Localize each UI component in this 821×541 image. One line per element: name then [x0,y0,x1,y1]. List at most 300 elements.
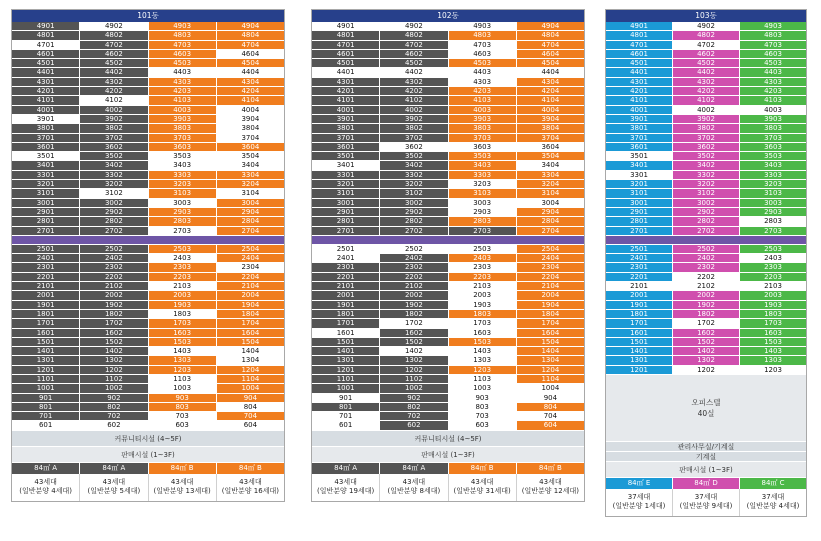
unit-cell: 2403 [449,254,517,262]
unit-cell: 3004 [217,199,284,207]
unit-cell: 1403 [449,347,517,355]
unit-cell: 1501 [606,338,673,346]
building-title: 103동 [606,10,806,22]
unit-cell: 2004 [217,291,284,299]
unit-cell: 1103 [449,375,517,383]
unit-cell: 4801 [12,31,80,39]
unit-cell: 3602 [673,143,740,151]
unit-cell: 4601 [606,50,673,58]
floor-row [12,68,284,77]
unit-cell: 2501 [12,245,80,253]
unit-type-row [12,463,284,474]
unit-cell: 3203 [149,180,217,188]
unit-cell: 4403 [149,68,217,76]
unit-cell: 3203 [740,180,806,188]
unit-cell: 3003 [740,199,806,207]
unit-cell: 3801 [12,124,80,132]
unit-cell: 1903 [449,301,517,309]
unit-cell: 2202 [80,273,148,281]
unit-cell: 2704 [517,227,584,235]
household-count [449,474,517,501]
floor-row [606,329,806,338]
unit-cell: 1603 [149,329,217,337]
unit-cell: 3601 [606,143,673,151]
unit-cell: 1002 [380,384,448,392]
unit-cell: 2401 [606,254,673,262]
unit-cell: 4404 [517,68,584,76]
floor-row [312,403,584,412]
unit-cell: 4001 [12,106,80,114]
unit-cell: 3801 [606,124,673,132]
unit-cell: 1304 [517,356,584,364]
unit-cell: 2304 [217,263,284,271]
floor-row [12,199,284,208]
unit-cell: 3202 [380,180,448,188]
unit-cell: 4703 [740,41,806,49]
unit-cell: 1001 [12,384,80,392]
floor-row [12,310,284,319]
unit-cell: 2203 [149,273,217,281]
floor-row [312,356,584,365]
unit-cell: 4804 [517,31,584,39]
unit-cell: 4504 [217,59,284,67]
unit-cell: 1503 [449,338,517,346]
unit-cell: 3603 [449,143,517,151]
unit-cell: 602 [80,421,148,429]
unit-cell: 1904 [217,301,284,309]
unit-cell: 901 [312,394,380,402]
unit-cell: 2801 [606,217,673,225]
unit-cell: 4801 [312,31,380,39]
unit-cell: 3402 [380,161,448,169]
unit-cell: 4103 [449,96,517,104]
floor-row [606,171,806,180]
unit-cell: 2103 [149,282,217,290]
unit-cell: 3901 [606,115,673,123]
unit-cell: 2801 [312,217,380,225]
unit-cell: 3103 [449,189,517,197]
unit-cell: 1901 [312,301,380,309]
unit-cell: 1201 [606,366,673,374]
household-count-line: 37세대 [694,492,718,501]
unit-cell: 1503 [149,338,217,346]
unit-cell: 3302 [673,171,740,179]
unit-cell: 2503 [740,245,806,253]
unit-cell: 3101 [12,189,80,197]
floor-row [312,273,584,282]
unit-cell: 1004 [217,384,284,392]
unit-cell: 3202 [673,180,740,188]
unit-cell: 4702 [380,41,448,49]
unit-cell: 1701 [12,319,80,327]
unit-cell: 3904 [517,115,584,123]
unit-cell: 4303 [740,78,806,86]
unit-cell: 4901 [312,22,380,30]
unit-cell: 2803 [740,217,806,225]
unit-cell: 703 [449,412,517,420]
unit-cell: 3104 [517,189,584,197]
unit-cell: 1702 [80,319,148,327]
unit-cell: 2501 [312,245,380,253]
unit-type-label: 84㎡ A [80,463,148,474]
unit-cell: 3003 [149,199,217,207]
unit-cell: 1802 [80,310,148,318]
floor-row [12,338,284,347]
floor-row [12,180,284,189]
unit-cell: 2302 [673,263,740,271]
unit-cell: 3903 [740,115,806,123]
unit-cell: 2201 [12,273,80,281]
unit-cell: 2502 [673,245,740,253]
household-count [217,474,284,501]
unit-cell: 4001 [312,106,380,114]
unit-cell: 3102 [673,189,740,197]
unit-cell: 4502 [80,59,148,67]
unit-type-label: 84㎡ B [449,463,517,474]
unit-cell: 2002 [80,291,148,299]
unit-cell: 2402 [80,254,148,262]
floor-row [12,59,284,68]
floor-row [606,356,806,365]
unit-cell: 2003 [740,291,806,299]
floor-row [312,421,584,430]
unit-cell: 802 [80,403,148,411]
floor-row [12,31,284,40]
unit-cell: 4303 [449,78,517,86]
unit-cell: 4601 [12,50,80,58]
unit-cell: 4002 [80,106,148,114]
unit-cell: 1602 [380,329,448,337]
floor-row [606,68,806,77]
household-count-line: 43세대 [470,477,494,486]
unit-cell: 1803 [740,310,806,318]
unit-cell: 1301 [12,356,80,364]
facility-label: 기계실 [606,452,806,462]
unit-cell: 3301 [12,171,80,179]
unit-cell: 1901 [606,301,673,309]
floor-row [312,96,584,105]
floor-row [12,347,284,356]
unit-cell: 902 [80,394,148,402]
floor-row [312,245,584,254]
household-count [80,474,148,501]
unit-cell: 2802 [673,217,740,225]
floor-row [312,161,584,170]
unit-cell: 1204 [517,366,584,374]
unit-cell: 1102 [80,375,148,383]
unit-cell: 1601 [606,329,673,337]
unit-cell: 4104 [217,96,284,104]
floor-row [312,50,584,59]
unit-cell: 4802 [673,31,740,39]
household-count-line: (일반분양 4세대) [19,486,72,495]
floor-row [312,301,584,310]
unit-cell: 2401 [12,254,80,262]
household-count-line: 43세대 [102,477,126,486]
unit-cell: 4803 [149,31,217,39]
unit-cell: 1902 [673,301,740,309]
unit-cell: 4901 [12,22,80,30]
unit-cell: 4203 [740,87,806,95]
unit-cell: 1902 [380,301,448,309]
floor-row [606,124,806,133]
unit-cell: 903 [449,394,517,402]
unit-cell: 1904 [517,301,584,309]
unit-cell: 1002 [80,384,148,392]
floor-row [312,115,584,124]
unit-cell: 704 [517,412,584,420]
floor-row [12,50,284,59]
unit-cell: 3202 [80,180,148,188]
floor-row [312,134,584,143]
unit-cell: 3503 [149,152,217,160]
floor-divider [606,236,806,245]
unit-cell: 1503 [740,338,806,346]
unit-cell: 3201 [606,180,673,188]
household-count [740,489,806,516]
unit-cell: 3503 [449,152,517,160]
unit-cell: 3901 [312,115,380,123]
unit-cell: 3704 [517,134,584,142]
unit-cell: 4201 [606,87,673,95]
unit-cell: 2504 [517,245,584,253]
unit-cell: 4403 [449,68,517,76]
unit-cell: 3203 [449,180,517,188]
unit-cell: 902 [380,394,448,402]
unit-cell: 1302 [673,356,740,364]
unit-cell: 2003 [149,291,217,299]
unit-cell: 4204 [217,87,284,95]
floor-row [312,347,584,356]
household-count-line: (일반분양 5세대) [87,486,141,495]
household-count-row [12,474,284,501]
unit-cell: 2001 [606,291,673,299]
unit-cell: 2902 [380,208,448,216]
unit-cell: 4102 [380,96,448,104]
unit-cell: 2001 [312,291,380,299]
household-count-line: (일반분양 1세대) [612,501,666,510]
floor-row [312,384,584,393]
unit-cell: 4304 [517,78,584,86]
floor-row [312,152,584,161]
floor-row [606,41,806,50]
unit-cell: 1603 [449,329,517,337]
unit-cell: 4303 [149,78,217,86]
unit-cell: 3302 [380,171,448,179]
unit-cell: 4804 [217,31,284,39]
floor-row [12,291,284,300]
unit-cell: 601 [312,421,380,429]
facility-label: 커뮤니티시설 (4~5F) [312,431,584,447]
unit-cell: 2503 [149,245,217,253]
floor-row [312,180,584,189]
unit-cell: 3001 [606,199,673,207]
unit-cell: 4802 [80,31,148,39]
unit-cell: 4003 [740,106,806,114]
floor-row [12,384,284,393]
unit-type-label: 84㎡ A [12,463,80,474]
unit-cell: 1903 [149,301,217,309]
unit-cell: 2803 [449,217,517,225]
unit-cell: 1802 [673,310,740,318]
unit-cell: 3803 [740,124,806,132]
facility-label: 판매시설 (1~3F) [12,447,284,463]
floor-row [606,273,806,282]
floor-row [606,254,806,263]
unit-cell: 2502 [380,245,448,253]
unit-cell: 1303 [449,356,517,364]
unit-cell: 4403 [740,68,806,76]
floor-row [606,143,806,152]
unit-cell: 4702 [80,41,148,49]
unit-cell: 904 [217,394,284,402]
floor-row [606,189,806,198]
unit-cell: 903 [149,394,217,402]
unit-cell: 3401 [606,161,673,169]
floor-row [606,87,806,96]
unit-type-label: 84㎡ B [217,463,284,474]
unit-cell: 4602 [673,50,740,58]
household-count-line: 43세대 [34,477,57,486]
unit-cell: 3403 [740,161,806,169]
unit-cell: 4504 [517,59,584,67]
unit-cell: 3602 [380,143,448,151]
unit-cell: 603 [149,421,217,429]
unit-cell: 4603 [449,50,517,58]
unit-cell: 3501 [606,152,673,160]
floor-row [12,329,284,338]
unit-cell: 2204 [217,273,284,281]
floor-row [312,338,584,347]
floor-row [312,68,584,77]
unit-cell: 804 [517,403,584,411]
unit-cell: 1403 [149,347,217,355]
unit-cell: 3401 [12,161,80,169]
unit-cell: 3402 [80,161,148,169]
unit-cell: 3601 [312,143,380,151]
unit-cell: 4301 [312,78,380,86]
household-count-line: 43세대 [539,477,562,486]
building-101 [11,9,285,502]
unit-cell: 2702 [673,227,740,235]
floor-row [12,421,284,430]
unit-cell: 3802 [80,124,148,132]
unit-cell: 2201 [606,273,673,281]
unit-cell: 4603 [740,50,806,58]
unit-cell: 2203 [740,273,806,281]
unit-cell: 2102 [80,282,148,290]
unit-cell: 3103 [740,189,806,197]
unit-cell: 4901 [606,22,673,30]
unit-cell: 1204 [217,366,284,374]
unit-cell: 4501 [12,59,80,67]
floor-row [12,227,284,236]
unit-cell: 1401 [312,347,380,355]
unit-cell: 2803 [149,217,217,225]
unit-cell: 1004 [517,384,584,392]
unit-cell: 4803 [449,31,517,39]
unit-cell: 3904 [217,115,284,123]
floor-row [12,171,284,180]
unit-cell: 1604 [517,329,584,337]
unit-cell: 4304 [217,78,284,86]
unit-cell: 2101 [312,282,380,290]
unit-cell: 2403 [740,254,806,262]
floor-row [606,319,806,328]
household-count-row [606,489,806,516]
unit-cell: 3204 [217,180,284,188]
unit-cell: 3301 [606,171,673,179]
unit-cell: 2101 [606,282,673,290]
unit-cell: 4702 [673,41,740,49]
unit-cell: 4503 [740,59,806,67]
unit-cell: 2404 [217,254,284,262]
unit-cell: 1504 [217,338,284,346]
unit-cell: 3304 [217,171,284,179]
floor-row [12,245,284,254]
unit-cell: 701 [12,412,80,420]
unit-cell: 2103 [449,282,517,290]
unit-cell: 2903 [740,208,806,216]
unit-cell: 1801 [606,310,673,318]
unit-cell: 2203 [449,273,517,281]
floor-row [12,78,284,87]
unit-cell: 4402 [80,68,148,76]
unit-cell: 1101 [12,375,80,383]
unit-cell: 1003 [149,384,217,392]
unit-cell: 3303 [449,171,517,179]
unit-cell: 2802 [380,217,448,225]
unit-cell: 3704 [217,134,284,142]
unit-cell: 1702 [380,319,448,327]
unit-cell: 2503 [449,245,517,253]
household-count [606,489,673,516]
unit-cell: 4201 [312,87,380,95]
unit-cell: 3803 [449,124,517,132]
floor-row [312,41,584,50]
unit-cell: 1802 [380,310,448,318]
floor-row [606,263,806,272]
unit-cell: 2002 [673,291,740,299]
unit-type-row [312,463,584,474]
unit-cell: 2004 [517,291,584,299]
unit-cell: 4201 [12,87,80,95]
unit-cell: 1501 [12,338,80,346]
unit-cell: 1903 [740,301,806,309]
unit-cell: 1202 [80,366,148,374]
unit-cell: 2804 [517,217,584,225]
unit-cell: 702 [80,412,148,420]
household-count-line: 37세대 [627,492,651,501]
unit-cell: 1202 [380,366,448,374]
floor-row [606,22,806,31]
unit-cell: 2303 [149,263,217,271]
unit-cell: 4101 [12,96,80,104]
unit-cell: 4401 [606,68,673,76]
unit-cell: 3002 [80,199,148,207]
unit-cell: 3502 [380,152,448,160]
household-count-line: (일반분양 31세대) [453,486,511,495]
floor-row [312,291,584,300]
floor-row [606,282,806,291]
unit-type-label: 84㎡ B [149,463,217,474]
unit-cell: 4903 [149,22,217,30]
unit-cell: 2702 [380,227,448,235]
unit-cell: 4604 [217,50,284,58]
floor-row [312,171,584,180]
unit-cell: 1301 [606,356,673,364]
floor-row [12,366,284,375]
